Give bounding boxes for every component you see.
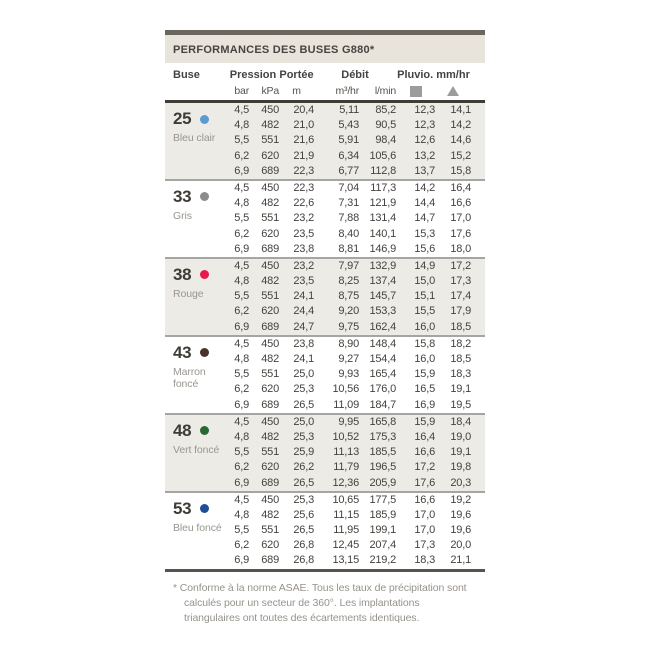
value-cell: 12,6 bbox=[414, 134, 435, 147]
value-cell: 26,8 bbox=[293, 539, 314, 552]
value-cell: 4,8 bbox=[234, 508, 249, 521]
value-cell: 551 bbox=[261, 368, 279, 381]
value-cell: 140,1 bbox=[369, 227, 396, 240]
value-cell: 450 bbox=[261, 415, 279, 428]
value-cell: 15,8 bbox=[414, 337, 435, 350]
value-cell: 9,27 bbox=[338, 353, 359, 365]
value-cell: 17,6 bbox=[450, 227, 471, 240]
value-cell: 148,4 bbox=[369, 337, 396, 350]
value-cell: 176,0 bbox=[369, 383, 396, 396]
value-cell: 15,3 bbox=[414, 227, 435, 240]
value-cell: 18,3 bbox=[414, 554, 435, 567]
value-cell: 13,2 bbox=[414, 149, 435, 162]
value-cell: 551 bbox=[261, 212, 279, 225]
value-cell: 5,5 bbox=[234, 290, 249, 303]
value-cell: 175,3 bbox=[369, 430, 396, 443]
value-cell: 24,4 bbox=[293, 305, 314, 318]
value-cell: 17,0 bbox=[414, 508, 435, 521]
value-cell: 9,75 bbox=[338, 320, 359, 333]
value-cell: 689 bbox=[261, 164, 279, 177]
nozzle-size: 25 bbox=[173, 109, 192, 128]
value-cell: 6,9 bbox=[234, 476, 249, 489]
nozzle-label bbox=[165, 415, 227, 456]
value-cell: 185,5 bbox=[369, 446, 396, 459]
value-cell: 689 bbox=[261, 320, 279, 333]
nozzle-group-48 bbox=[165, 413, 485, 491]
value-cell: 5,5 bbox=[234, 134, 249, 147]
value-cell: 13,15 bbox=[332, 554, 359, 567]
value-cell: 19,2 bbox=[450, 493, 471, 506]
value-cell: 137,4 bbox=[369, 275, 396, 288]
value-cell: 12,45 bbox=[332, 539, 359, 552]
value-cell: 117,3 bbox=[370, 181, 396, 194]
value-cell: 23,2 bbox=[293, 259, 314, 272]
nozzle-color-dot bbox=[200, 504, 209, 513]
value-cell: 177,5 bbox=[369, 493, 396, 506]
value-cell: 482 bbox=[261, 430, 279, 443]
value-cell: 4,5 bbox=[234, 181, 249, 194]
value-cell: 450 bbox=[261, 181, 279, 194]
value-cell: 551 bbox=[261, 134, 279, 147]
value-cell: 620 bbox=[261, 305, 279, 318]
value-cell: 450 bbox=[261, 259, 279, 272]
value-cell: 18,2 bbox=[450, 337, 471, 350]
nozzle-size: 38 bbox=[173, 264, 192, 284]
value-cell: 17,4 bbox=[450, 290, 471, 303]
value-cell: 205,9 bbox=[369, 476, 396, 489]
value-cell: 19,8 bbox=[450, 461, 471, 474]
value-cell: 25,6 bbox=[293, 508, 314, 521]
value-cell: 17,0 bbox=[450, 212, 471, 225]
unit-kpa: kPa bbox=[261, 85, 279, 97]
value-cell: 18,5 bbox=[450, 320, 471, 333]
unit-bar: bar bbox=[234, 85, 249, 97]
value-cell: 551 bbox=[261, 446, 279, 459]
value-cell: 25,3 bbox=[293, 383, 314, 396]
value-cell: 26,5 bbox=[293, 524, 314, 537]
value-cell: 15,6 bbox=[414, 242, 435, 255]
value-cell: 14,1 bbox=[450, 104, 471, 116]
nozzle-label bbox=[165, 259, 227, 300]
value-cell: 6,77 bbox=[338, 164, 359, 177]
value-cell: 146,9 bbox=[369, 242, 396, 255]
value-cell: 482 bbox=[261, 508, 279, 521]
value-cell: 482 bbox=[261, 353, 279, 365]
value-cell: 17,6 bbox=[414, 476, 435, 489]
value-cell: 10,52 bbox=[332, 430, 359, 443]
value-cell: 17,3 bbox=[414, 539, 435, 552]
value-cell: 207,4 bbox=[369, 539, 396, 552]
value-cell: 21,1 bbox=[450, 554, 471, 567]
value-cell: 8,90 bbox=[338, 337, 359, 350]
value-cell: 6,2 bbox=[234, 305, 249, 318]
value-cell: 25,0 bbox=[293, 368, 314, 381]
nozzle-color-name: Marron foncé bbox=[173, 365, 206, 390]
nozzle-label bbox=[165, 103, 227, 144]
value-cell: 18,3 bbox=[450, 368, 471, 381]
nozzle-color-dot bbox=[200, 115, 209, 124]
value-cell: 26,5 bbox=[293, 476, 314, 489]
value-cell: 16,6 bbox=[450, 197, 471, 210]
value-cell: 16,0 bbox=[414, 353, 435, 365]
value-cell: 620 bbox=[261, 227, 279, 240]
value-cell: 19,6 bbox=[450, 508, 471, 521]
col-header-debit: Débit bbox=[341, 69, 369, 81]
value-cell: 14,7 bbox=[414, 212, 435, 225]
value-cell: 4,8 bbox=[234, 353, 249, 365]
col-header-pluvio: Pluvio. mm/hr bbox=[397, 69, 470, 81]
value-cell: 4,8 bbox=[234, 430, 249, 443]
value-cell: 14,2 bbox=[450, 119, 471, 132]
nozzle-color-name: Vert foncé bbox=[173, 443, 220, 456]
value-cell: 162,4 bbox=[369, 320, 396, 333]
value-cell: 17,9 bbox=[450, 305, 471, 318]
nozzle-color-dot bbox=[200, 348, 209, 357]
value-cell: 482 bbox=[261, 275, 279, 288]
value-cell: 165,4 bbox=[369, 368, 396, 381]
value-cell: 23,5 bbox=[293, 275, 314, 288]
nozzle-color-name: Rouge bbox=[173, 287, 204, 300]
value-cell: 15,9 bbox=[414, 368, 435, 381]
value-cell: 19,1 bbox=[450, 446, 471, 459]
value-cell: 12,36 bbox=[332, 476, 359, 489]
unit-m3hr: m³/hr bbox=[335, 85, 359, 97]
nozzle-color-dot bbox=[200, 426, 209, 435]
value-cell: 11,15 bbox=[333, 508, 359, 521]
value-cell: 11,13 bbox=[333, 446, 359, 459]
value-cell: 17,2 bbox=[450, 259, 471, 272]
nozzle-group-38 bbox=[165, 257, 485, 335]
value-cell: 6,34 bbox=[338, 149, 359, 162]
value-cell: 15,8 bbox=[450, 164, 471, 177]
pluvio-square-icon bbox=[410, 86, 422, 97]
value-cell: 6,9 bbox=[234, 320, 249, 333]
nozzle-color-name: Bleu clair bbox=[173, 132, 216, 144]
value-cell: 9,95 bbox=[338, 415, 359, 428]
value-cell: 19,0 bbox=[450, 430, 471, 443]
value-cell: 15,1 bbox=[414, 290, 435, 303]
value-cell: 6,9 bbox=[234, 398, 249, 411]
value-cell: 689 bbox=[261, 242, 279, 255]
value-cell: 26,2 bbox=[293, 461, 314, 474]
nozzle-color-dot bbox=[200, 270, 209, 279]
value-cell: 7,88 bbox=[338, 212, 359, 225]
nozzle-color-dot bbox=[200, 192, 209, 201]
value-cell: 4,5 bbox=[234, 337, 249, 350]
nozzle-group-53 bbox=[165, 491, 485, 569]
value-cell: 185,9 bbox=[369, 508, 396, 521]
value-cell: 16,6 bbox=[414, 493, 435, 506]
nozzle-size: 33 bbox=[173, 186, 192, 206]
value-cell: 4,8 bbox=[234, 275, 249, 288]
value-cell: 145,7 bbox=[369, 290, 396, 303]
value-cell: 14,2 bbox=[414, 181, 435, 194]
value-cell: 8,25 bbox=[338, 275, 359, 288]
value-cell: 620 bbox=[261, 539, 279, 552]
value-cell: 16,4 bbox=[414, 430, 435, 443]
value-cell: 23,8 bbox=[293, 242, 314, 255]
value-cell: 17,0 bbox=[414, 524, 435, 537]
value-cell: 219,2 bbox=[369, 554, 396, 567]
value-cell: 16,4 bbox=[450, 181, 471, 194]
value-cell: 16,9 bbox=[414, 398, 435, 411]
value-cell: 154,4 bbox=[369, 353, 396, 365]
value-cell: 4,5 bbox=[234, 493, 249, 506]
value-cell: 15,0 bbox=[414, 275, 435, 288]
value-cell: 6,2 bbox=[234, 539, 249, 552]
value-cell: 14,4 bbox=[414, 197, 435, 210]
value-cell: 21,9 bbox=[293, 149, 314, 162]
nozzle-group-43 bbox=[165, 335, 485, 413]
value-cell: 11,95 bbox=[333, 524, 359, 537]
value-cell: 20,3 bbox=[450, 476, 471, 489]
value-cell: 4,5 bbox=[234, 104, 249, 116]
value-cell: 21,0 bbox=[293, 119, 314, 132]
value-cell: 4,8 bbox=[234, 119, 249, 132]
value-cell: 10,65 bbox=[332, 493, 359, 506]
value-cell: 6,9 bbox=[234, 242, 249, 255]
table-header bbox=[165, 63, 485, 103]
value-cell: 689 bbox=[261, 554, 279, 567]
value-cell: 20,4 bbox=[293, 104, 314, 116]
value-cell: 482 bbox=[261, 119, 279, 132]
value-cell: 620 bbox=[261, 383, 279, 396]
value-cell: 12,3 bbox=[414, 119, 435, 132]
col-header-portee: Portée bbox=[279, 69, 314, 81]
value-cell: 5,5 bbox=[234, 368, 249, 381]
nozzle-label bbox=[165, 337, 227, 390]
value-cell: 165,8 bbox=[369, 415, 396, 428]
value-cell: 6,9 bbox=[234, 554, 249, 567]
value-cell: 196,5 bbox=[369, 461, 396, 474]
value-cell: 5,43 bbox=[338, 119, 359, 132]
value-cell: 24,1 bbox=[293, 290, 314, 303]
footnote: * Conforme à la norme ASAE. Tous les taux de précipitation sont calculés pour un secteur de 360°. Les implantations triangulaires ont toutes des écartements identiques. bbox=[173, 581, 467, 624]
value-cell: 16,0 bbox=[414, 320, 435, 333]
value-cell: 15,9 bbox=[414, 415, 435, 428]
nozzle-label bbox=[165, 181, 227, 222]
value-cell: 18,4 bbox=[450, 415, 471, 428]
value-cell: 184,7 bbox=[369, 398, 396, 411]
value-cell: 19,1 bbox=[450, 383, 471, 396]
value-cell: 20,0 bbox=[450, 539, 471, 552]
value-cell: 15,5 bbox=[414, 305, 435, 318]
value-cell: 5,11 bbox=[339, 104, 359, 116]
value-cell: 85,2 bbox=[375, 104, 396, 116]
value-cell: 450 bbox=[261, 104, 279, 116]
table-title: PERFORMANCES DES BUSES G880* bbox=[173, 44, 375, 56]
value-cell: 16,6 bbox=[414, 446, 435, 459]
value-cell: 16,5 bbox=[414, 383, 435, 396]
value-cell: 5,5 bbox=[234, 524, 249, 537]
nozzle-color-name: Gris bbox=[173, 209, 192, 222]
value-cell: 132,9 bbox=[369, 259, 396, 272]
value-cell: 25,9 bbox=[293, 446, 314, 459]
value-cell: 6,9 bbox=[234, 164, 249, 177]
value-cell: 112,8 bbox=[370, 164, 396, 177]
nozzle-group-25 bbox=[165, 103, 485, 179]
value-cell: 12,3 bbox=[414, 104, 435, 116]
nozzle-color-name: Bleu foncé bbox=[173, 521, 222, 534]
unit-m: m bbox=[292, 85, 301, 97]
value-cell: 19,6 bbox=[450, 524, 471, 537]
value-cell: 25,0 bbox=[293, 415, 314, 428]
value-cell: 14,6 bbox=[450, 134, 471, 147]
value-cell: 22,3 bbox=[293, 181, 314, 194]
nozzle-size: 48 bbox=[173, 420, 192, 440]
value-cell: 689 bbox=[261, 476, 279, 489]
value-cell: 9,93 bbox=[338, 368, 359, 381]
value-cell: 5,91 bbox=[338, 134, 359, 147]
value-cell: 22,6 bbox=[293, 197, 314, 210]
value-cell: 25,3 bbox=[293, 430, 314, 443]
value-cell: 26,5 bbox=[293, 398, 314, 411]
unit-lmin: l/min bbox=[374, 85, 396, 97]
value-cell: 689 bbox=[261, 398, 279, 411]
value-cell: 105,6 bbox=[369, 149, 396, 162]
nozzle-label bbox=[165, 493, 227, 534]
value-cell: 121,9 bbox=[369, 197, 396, 210]
pluvio-triangle-icon bbox=[447, 86, 459, 96]
value-cell: 15,2 bbox=[450, 149, 471, 162]
value-cell: 22,3 bbox=[293, 164, 314, 177]
value-cell: 6,2 bbox=[234, 461, 249, 474]
value-cell: 450 bbox=[261, 337, 279, 350]
nozzle-group-33 bbox=[165, 179, 485, 257]
value-cell: 620 bbox=[261, 461, 279, 474]
value-cell: 153,3 bbox=[369, 305, 396, 318]
value-cell: 4,5 bbox=[234, 415, 249, 428]
value-cell: 11,79 bbox=[333, 461, 359, 474]
value-cell: 98,4 bbox=[375, 134, 396, 147]
value-cell: 450 bbox=[261, 493, 279, 506]
value-cell: 90,5 bbox=[375, 119, 396, 132]
value-cell: 24,7 bbox=[293, 320, 314, 333]
value-cell: 7,04 bbox=[338, 181, 359, 194]
value-cell: 7,97 bbox=[338, 259, 359, 272]
value-cell: 17,2 bbox=[414, 461, 435, 474]
col-header-buse: Buse bbox=[173, 69, 200, 81]
col-header-pression: Pression bbox=[229, 69, 277, 81]
value-cell: 11,09 bbox=[333, 398, 359, 411]
value-cell: 8,75 bbox=[338, 290, 359, 303]
value-cell: 620 bbox=[261, 149, 279, 162]
value-cell: 5,5 bbox=[234, 446, 249, 459]
table-body bbox=[165, 103, 485, 572]
value-cell: 9,20 bbox=[338, 305, 359, 318]
value-cell: 25,3 bbox=[293, 493, 314, 506]
value-cell: 23,8 bbox=[293, 337, 314, 350]
value-cell: 4,8 bbox=[234, 197, 249, 210]
value-cell: 5,5 bbox=[234, 212, 249, 225]
value-cell: 26,8 bbox=[293, 554, 314, 567]
value-cell: 199,1 bbox=[369, 524, 396, 537]
value-cell: 551 bbox=[261, 524, 279, 537]
performance-table bbox=[165, 30, 485, 626]
table-title-bar bbox=[165, 35, 485, 63]
value-cell: 482 bbox=[261, 197, 279, 210]
value-cell: 17,3 bbox=[450, 275, 471, 288]
value-cell: 6,2 bbox=[234, 149, 249, 162]
value-cell: 8,40 bbox=[338, 227, 359, 240]
nozzle-size: 53 bbox=[173, 498, 192, 518]
value-cell: 19,5 bbox=[450, 398, 471, 411]
value-cell: 14,9 bbox=[414, 259, 435, 272]
value-cell: 23,5 bbox=[293, 227, 314, 240]
value-cell: 13,7 bbox=[414, 164, 435, 177]
value-cell: 24,1 bbox=[293, 353, 314, 365]
value-cell: 7,31 bbox=[338, 197, 359, 210]
value-cell: 6,2 bbox=[234, 227, 249, 240]
value-cell: 18,0 bbox=[450, 242, 471, 255]
value-cell: 4,5 bbox=[234, 259, 249, 272]
value-cell: 131,4 bbox=[369, 212, 396, 225]
value-cell: 23,2 bbox=[293, 212, 314, 225]
value-cell: 21,6 bbox=[293, 134, 314, 147]
value-cell: 6,2 bbox=[234, 383, 249, 396]
value-cell: 10,56 bbox=[332, 383, 359, 396]
nozzle-size: 43 bbox=[173, 342, 192, 362]
value-cell: 551 bbox=[261, 290, 279, 303]
value-cell: 18,5 bbox=[450, 353, 471, 365]
value-cell: 8,81 bbox=[338, 242, 359, 255]
